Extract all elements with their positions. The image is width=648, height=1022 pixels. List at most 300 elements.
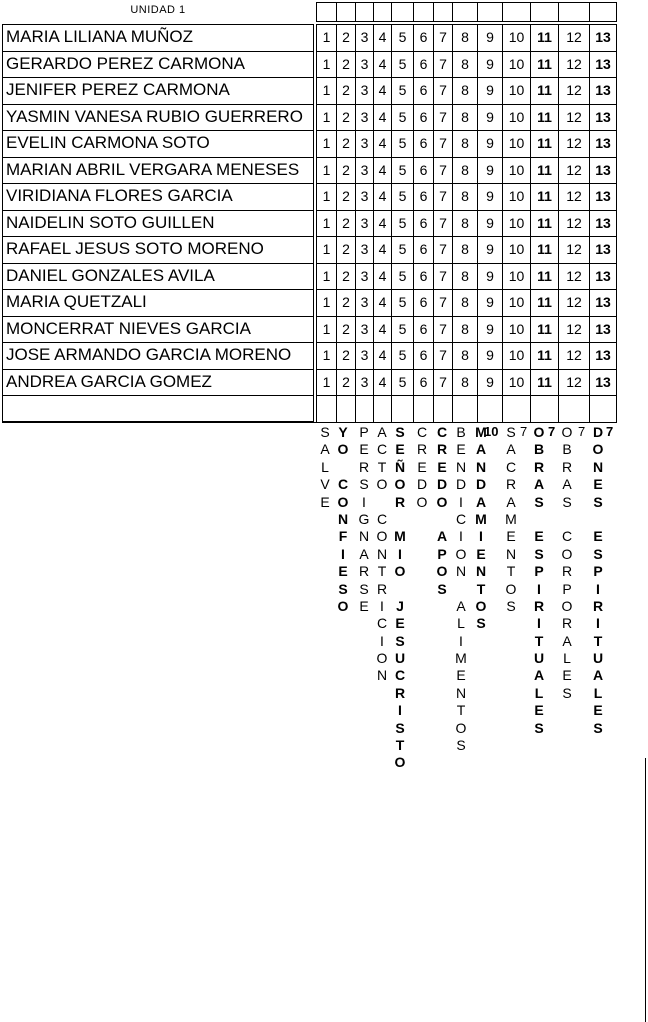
session-cell[interactable]: 10 xyxy=(502,369,530,396)
session-cell[interactable]: 9 xyxy=(477,236,502,263)
session-cell[interactable]: 4 xyxy=(373,24,391,51)
session-cell[interactable]: 6 xyxy=(413,183,433,210)
topic-letter: R xyxy=(561,458,573,475)
session-cell[interactable]: 1 xyxy=(316,130,336,157)
session-cell[interactable]: 5 xyxy=(391,104,413,131)
topic-letter: C xyxy=(416,424,428,440)
header-cell xyxy=(391,2,414,22)
session-cell[interactable]: 1 xyxy=(316,104,336,131)
session-cell[interactable]: 3 xyxy=(355,210,373,237)
topic-letter: E xyxy=(534,702,544,719)
topic-letter: R xyxy=(436,441,448,458)
session-cell[interactable]: 9 xyxy=(477,289,502,316)
header-cell xyxy=(558,2,590,22)
session-cell[interactable]: 7 xyxy=(433,342,452,369)
session-cell[interactable]: 4 xyxy=(373,263,391,290)
session-cell[interactable]: 7 xyxy=(433,157,452,184)
session-cell[interactable]: 3 xyxy=(355,342,373,369)
grid-right-border xyxy=(616,24,617,422)
student-name: RAFAEL JESUS SOTO MORENO xyxy=(2,236,314,263)
session-cell[interactable]: 12 xyxy=(558,24,589,51)
topic-letter: I xyxy=(341,545,345,562)
topic-letter: O xyxy=(533,424,545,440)
session-cell[interactable]: 10 xyxy=(502,24,530,51)
session-cell[interactable]: 9 xyxy=(477,369,502,396)
session-cell[interactable]: 6 xyxy=(413,130,433,157)
session-cell[interactable]: 8 xyxy=(452,77,477,104)
session-cell[interactable]: 1 xyxy=(316,289,336,316)
topic-letter: I xyxy=(596,580,600,597)
session-cell[interactable]: 10 xyxy=(502,130,530,157)
session-cell[interactable]: 1 xyxy=(316,77,336,104)
session-cell[interactable]: 10 xyxy=(502,236,530,263)
session-cell[interactable]: 8 xyxy=(452,289,477,316)
session-cell[interactable]: 7 xyxy=(433,236,452,263)
topic-letter: S xyxy=(534,719,544,736)
topic-letter: A xyxy=(456,597,466,614)
session-cell[interactable]: 5 xyxy=(391,289,413,316)
session-cell[interactable]: 9 xyxy=(477,342,502,369)
session-cell[interactable]: 13 xyxy=(589,263,616,290)
session-cell[interactable]: 6 xyxy=(413,157,433,184)
session-cell[interactable]: 12 xyxy=(558,289,589,316)
session-cell[interactable]: 3 xyxy=(355,369,373,396)
session-cell[interactable]: 12 xyxy=(558,77,589,104)
session-cell[interactable]: 5 xyxy=(391,130,413,157)
header-cell xyxy=(355,2,374,22)
session-cell[interactable]: 11 xyxy=(530,236,558,263)
topic-letter: V xyxy=(320,476,330,493)
session-cell[interactable]: 4 xyxy=(373,130,391,157)
topic-letter: O xyxy=(561,424,573,440)
session-cell[interactable]: 7 xyxy=(433,210,452,237)
session-cell[interactable]: 1 xyxy=(316,183,336,210)
session-cell[interactable] xyxy=(452,395,477,422)
session-cell[interactable]: 13 xyxy=(589,24,616,51)
session-cell[interactable]: 3 xyxy=(355,289,373,316)
session-cell[interactable]: 12 xyxy=(558,316,589,343)
session-cell[interactable]: 9 xyxy=(477,24,502,51)
session-cell[interactable]: 11 xyxy=(530,210,558,237)
topic-letter: Ñ xyxy=(394,458,406,475)
topic-letter: I xyxy=(362,493,366,510)
session-cell[interactable]: 8 xyxy=(452,316,477,343)
session-cell[interactable]: 9 xyxy=(477,130,502,157)
header-cell xyxy=(413,2,434,22)
session-cell[interactable]: 11 xyxy=(530,157,558,184)
session-cell[interactable]: 12 xyxy=(558,51,589,78)
topic-letter: D xyxy=(475,476,487,493)
student-name: NAIDELIN SOTO GUILLEN xyxy=(2,210,314,237)
session-cell[interactable]: 4 xyxy=(373,236,391,263)
session-cell[interactable]: 10 xyxy=(502,104,530,131)
session-cell[interactable] xyxy=(316,395,336,422)
session-cell[interactable]: 11 xyxy=(530,77,558,104)
column-count: 7 xyxy=(520,424,528,439)
session-cell[interactable]: 4 xyxy=(373,77,391,104)
topic-letter: T xyxy=(377,458,387,475)
student-name: DANIEL GONZALES AVILA xyxy=(2,263,314,290)
session-cell[interactable]: 11 xyxy=(530,289,558,316)
session-cell[interactable]: 2 xyxy=(336,210,355,237)
session-cell[interactable]: 7 xyxy=(433,316,452,343)
session-cell[interactable]: 3 xyxy=(355,24,373,51)
topic-letter: S xyxy=(359,580,369,597)
topic-letter: D xyxy=(455,476,467,493)
session-cell[interactable]: 1 xyxy=(316,51,336,78)
topic-letter: N xyxy=(592,458,604,475)
topic-letter: T xyxy=(506,563,516,580)
topic-letter: S xyxy=(437,580,447,597)
session-cell[interactable]: 13 xyxy=(589,342,616,369)
session-cell[interactable]: 12 xyxy=(558,369,589,396)
session-cell[interactable]: 8 xyxy=(452,157,477,184)
topic-letter: C xyxy=(337,476,349,493)
topic-letter: A xyxy=(436,528,448,545)
session-cell[interactable]: 2 xyxy=(336,263,355,290)
session-cell[interactable]: 6 xyxy=(413,316,433,343)
topic-letter: S xyxy=(359,476,369,493)
session-cell[interactable]: 1 xyxy=(316,369,336,396)
topic-letter: E xyxy=(359,441,369,458)
session-cell[interactable]: 2 xyxy=(336,289,355,316)
session-cell[interactable]: 8 xyxy=(452,51,477,78)
header-cell xyxy=(589,2,617,22)
session-cell[interactable] xyxy=(433,395,452,422)
session-cell[interactable]: 12 xyxy=(558,263,589,290)
topic-letter: A xyxy=(377,424,387,440)
session-cell[interactable]: 8 xyxy=(452,210,477,237)
session-cell[interactable]: 12 xyxy=(558,130,589,157)
session-cell[interactable]: 9 xyxy=(477,316,502,343)
session-cell[interactable]: 5 xyxy=(391,263,413,290)
grid-bottom-border xyxy=(2,422,617,423)
session-cell[interactable]: 11 xyxy=(530,130,558,157)
session-cell[interactable]: 13 xyxy=(589,369,616,396)
student-name: JOSE ARMANDO GARCIA MORENO xyxy=(2,342,314,369)
topic-letter: O xyxy=(394,563,406,580)
session-cell[interactable]: 11 xyxy=(530,342,558,369)
topic-letter: O xyxy=(376,476,388,493)
session-cell[interactable]: 8 xyxy=(452,130,477,157)
topic-letter: N xyxy=(475,458,487,475)
topic-letter: I xyxy=(459,493,463,510)
session-cell[interactable] xyxy=(502,395,530,422)
topic-letter: S xyxy=(320,424,330,440)
topic-letter: O xyxy=(416,493,428,510)
session-cell[interactable]: 6 xyxy=(413,369,433,396)
session-cell[interactable]: 4 xyxy=(373,342,391,369)
session-cell[interactable]: 11 xyxy=(530,263,558,290)
topic-letter: A xyxy=(506,493,516,510)
session-cell[interactable]: 4 xyxy=(373,51,391,78)
topic-column xyxy=(373,424,391,685)
topic-letter: A xyxy=(592,667,604,684)
session-cell[interactable]: 11 xyxy=(530,369,558,396)
session-cell[interactable]: 1 xyxy=(316,342,336,369)
session-cell[interactable]: 4 xyxy=(373,316,391,343)
session-cell[interactable]: 12 xyxy=(558,157,589,184)
column-count: 7 xyxy=(606,424,614,439)
session-cell[interactable]: 5 xyxy=(391,51,413,78)
session-cell[interactable]: 5 xyxy=(391,210,413,237)
session-cell[interactable]: 2 xyxy=(336,77,355,104)
session-cell[interactable]: 10 xyxy=(502,342,530,369)
session-cell[interactable]: 6 xyxy=(413,104,433,131)
session-cell[interactable]: 6 xyxy=(413,289,433,316)
session-cell[interactable]: 13 xyxy=(589,210,616,237)
session-cell[interactable]: 3 xyxy=(355,51,373,78)
topic-letter: C xyxy=(505,458,517,475)
session-cell[interactable]: 1 xyxy=(316,210,336,237)
session-cell[interactable]: 9 xyxy=(477,210,502,237)
topic-letter: E xyxy=(395,441,405,458)
session-cell[interactable]: 10 xyxy=(502,157,530,184)
session-cell[interactable]: 4 xyxy=(373,104,391,131)
session-cell[interactable]: 5 xyxy=(391,24,413,51)
topic-letter: T xyxy=(395,737,405,754)
session-cell[interactable]: 6 xyxy=(413,263,433,290)
session-cell[interactable]: 8 xyxy=(452,369,477,396)
session-cell[interactable]: 2 xyxy=(336,24,355,51)
session-cell[interactable]: 5 xyxy=(391,369,413,396)
session-cell[interactable]: 3 xyxy=(355,183,373,210)
topic-letter: R xyxy=(561,615,573,632)
topic-letter: I xyxy=(537,580,541,597)
session-cell[interactable]: 2 xyxy=(336,183,355,210)
session-cell[interactable]: 6 xyxy=(413,236,433,263)
student-name: ANDREA GARCIA GOMEZ xyxy=(2,369,314,396)
session-cell[interactable]: 1 xyxy=(316,157,336,184)
session-cell[interactable]: 2 xyxy=(336,51,355,78)
session-cell[interactable]: 6 xyxy=(413,24,433,51)
session-cell[interactable]: 7 xyxy=(433,263,452,290)
session-cell[interactable]: 7 xyxy=(433,77,452,104)
session-cell[interactable]: 3 xyxy=(355,236,373,263)
session-cell[interactable]: 6 xyxy=(413,342,433,369)
session-cell[interactable]: 7 xyxy=(433,369,452,396)
session-cell[interactable]: 7 xyxy=(433,289,452,316)
session-cell[interactable]: 10 xyxy=(502,316,530,343)
session-cell[interactable]: 12 xyxy=(558,104,589,131)
session-cell[interactable]: 10 xyxy=(502,263,530,290)
topic-letter xyxy=(433,511,451,528)
session-cell[interactable]: 10 xyxy=(502,210,530,237)
student-name: MARIA LILIANA MUÑOZ xyxy=(2,24,314,51)
topic-letter: O xyxy=(455,719,467,736)
session-cell[interactable] xyxy=(477,395,502,422)
session-cell[interactable] xyxy=(336,395,355,422)
session-cell[interactable] xyxy=(355,395,373,422)
session-cell[interactable]: 11 xyxy=(530,24,558,51)
session-cell[interactable]: 12 xyxy=(558,183,589,210)
topic-letter: I xyxy=(380,597,384,614)
topic-letter xyxy=(558,511,576,528)
session-cell[interactable]: 11 xyxy=(530,316,558,343)
topic-letter: D xyxy=(436,476,448,493)
session-cell[interactable]: 3 xyxy=(355,157,373,184)
topic-letter: C xyxy=(561,528,573,545)
session-cell[interactable]: 10 xyxy=(502,289,530,316)
session-cell[interactable]: 8 xyxy=(452,183,477,210)
session-cell[interactable]: 5 xyxy=(391,236,413,263)
right-margin-line xyxy=(645,758,646,1022)
session-cell[interactable]: 6 xyxy=(413,210,433,237)
session-cell[interactable]: 13 xyxy=(589,130,616,157)
topic-letter: P xyxy=(437,545,447,562)
session-cell[interactable] xyxy=(413,395,433,422)
session-cell[interactable]: 13 xyxy=(589,51,616,78)
session-cell[interactable]: 3 xyxy=(355,104,373,131)
session-cell[interactable]: 7 xyxy=(433,183,452,210)
column-count: 10 xyxy=(484,424,499,439)
session-cell[interactable]: 4 xyxy=(373,157,391,184)
topic-letter: R xyxy=(505,476,517,493)
session-cell[interactable]: 13 xyxy=(589,104,616,131)
session-cell[interactable]: 2 xyxy=(336,104,355,131)
topic-letter: E xyxy=(395,615,405,632)
session-cell[interactable]: 2 xyxy=(336,342,355,369)
topic-letter: N xyxy=(505,545,517,562)
topic-letter: E xyxy=(437,458,447,475)
header-cell xyxy=(336,2,356,22)
session-cell[interactable]: 10 xyxy=(502,183,530,210)
session-cell[interactable]: 8 xyxy=(452,236,477,263)
topic-letter: T xyxy=(377,563,387,580)
session-cell[interactable]: 8 xyxy=(452,24,477,51)
session-cell[interactable]: 2 xyxy=(336,130,355,157)
topic-letter: I xyxy=(459,632,463,649)
session-cell[interactable]: 1 xyxy=(316,236,336,263)
session-cell[interactable]: 2 xyxy=(336,369,355,396)
session-cell[interactable]: 2 xyxy=(336,316,355,343)
session-cell[interactable]: 8 xyxy=(452,263,477,290)
topic-letter xyxy=(589,511,607,528)
session-cell[interactable]: 13 xyxy=(589,236,616,263)
topic-letter: N xyxy=(376,545,388,562)
session-cell[interactable]: 1 xyxy=(316,316,336,343)
topic-letter xyxy=(413,511,431,528)
session-cell[interactable] xyxy=(391,395,413,422)
topic-letter: I xyxy=(398,545,402,562)
session-cell[interactable]: 6 xyxy=(413,51,433,78)
topic-column xyxy=(355,424,373,615)
session-cell[interactable]: 3 xyxy=(355,316,373,343)
session-cell[interactable]: 13 xyxy=(589,289,616,316)
topic-letter xyxy=(391,511,409,528)
topic-letter: T xyxy=(456,702,466,719)
topic-letter: S xyxy=(506,597,516,614)
session-cell[interactable]: 6 xyxy=(413,77,433,104)
session-cell[interactable]: 4 xyxy=(373,210,391,237)
session-cell[interactable]: 9 xyxy=(477,77,502,104)
session-cell[interactable]: 4 xyxy=(373,289,391,316)
session-cell[interactable]: 4 xyxy=(373,369,391,396)
session-cell[interactable] xyxy=(373,395,391,422)
student-name: VIRIDIANA FLORES GARCIA xyxy=(2,183,314,210)
topic-letter: O xyxy=(475,597,487,614)
session-cell[interactable]: 13 xyxy=(589,183,616,210)
session-cell[interactable]: 11 xyxy=(530,183,558,210)
session-cell[interactable]: 12 xyxy=(558,342,589,369)
session-cell[interactable]: 9 xyxy=(477,157,502,184)
session-cell[interactable]: 2 xyxy=(336,236,355,263)
topic-letter: S xyxy=(534,493,544,510)
session-cell[interactable]: 8 xyxy=(452,104,477,131)
session-cell[interactable]: 7 xyxy=(433,130,452,157)
session-cell[interactable]: 5 xyxy=(391,316,413,343)
session-cell[interactable]: 7 xyxy=(433,51,452,78)
topic-letter: M xyxy=(455,650,467,667)
session-cell[interactable]: 5 xyxy=(391,77,413,104)
session-cell[interactable]: 5 xyxy=(391,342,413,369)
topic-letter: I xyxy=(398,702,402,719)
session-cell[interactable]: 2 xyxy=(336,157,355,184)
session-cell[interactable]: 7 xyxy=(433,104,452,131)
session-cell[interactable] xyxy=(589,395,616,422)
session-cell[interactable]: 3 xyxy=(355,263,373,290)
topic-letter: S xyxy=(562,684,572,701)
session-cell[interactable]: 10 xyxy=(502,77,530,104)
topic-letter: I xyxy=(479,528,483,545)
session-cell[interactable]: 3 xyxy=(355,77,373,104)
session-cell[interactable]: 7 xyxy=(433,24,452,51)
session-cell[interactable]: 9 xyxy=(477,104,502,131)
topic-letter: R xyxy=(358,458,370,475)
topic-letter: U xyxy=(394,650,406,667)
session-cell[interactable]: 9 xyxy=(477,263,502,290)
session-cell[interactable]: 10 xyxy=(502,51,530,78)
header-cell xyxy=(316,2,337,22)
topic-letter: C xyxy=(394,667,406,684)
topic-letter: O xyxy=(455,545,467,562)
session-cell[interactable]: 11 xyxy=(530,51,558,78)
session-cell[interactable]: 4 xyxy=(373,183,391,210)
topic-letter: A xyxy=(533,476,545,493)
session-cell[interactable]: 5 xyxy=(391,183,413,210)
session-cell[interactable]: 13 xyxy=(589,157,616,184)
session-cell[interactable]: 13 xyxy=(589,77,616,104)
session-cell[interactable]: 12 xyxy=(558,210,589,237)
topic-letter: I xyxy=(459,528,463,545)
session-cell[interactable] xyxy=(530,395,558,422)
session-cell[interactable]: 1 xyxy=(316,263,336,290)
topic-letter: R xyxy=(533,597,545,614)
topic-letter: C xyxy=(455,510,467,527)
topic-letter: O xyxy=(561,545,573,562)
session-cell[interactable]: 3 xyxy=(355,130,373,157)
session-cell[interactable]: 9 xyxy=(477,51,502,78)
topic-letter: R xyxy=(592,597,604,614)
session-cell[interactable]: 13 xyxy=(589,316,616,343)
topic-letter: O xyxy=(376,528,388,545)
student-name xyxy=(2,395,314,422)
session-cell[interactable]: 11 xyxy=(530,104,558,131)
topic-letter: U xyxy=(533,650,545,667)
header-cell xyxy=(373,2,392,22)
topic-letter: E xyxy=(593,702,603,719)
session-cell[interactable]: 9 xyxy=(477,183,502,210)
session-cell[interactable]: 8 xyxy=(452,342,477,369)
topic-letter xyxy=(391,581,409,598)
session-cell[interactable] xyxy=(558,395,589,422)
topic-column xyxy=(334,424,352,615)
session-cell[interactable]: 5 xyxy=(391,157,413,184)
topic-letter: B xyxy=(456,424,466,440)
topic-letter: P xyxy=(359,424,369,440)
session-cell[interactable]: 1 xyxy=(316,24,336,51)
session-cell[interactable]: 12 xyxy=(558,236,589,263)
